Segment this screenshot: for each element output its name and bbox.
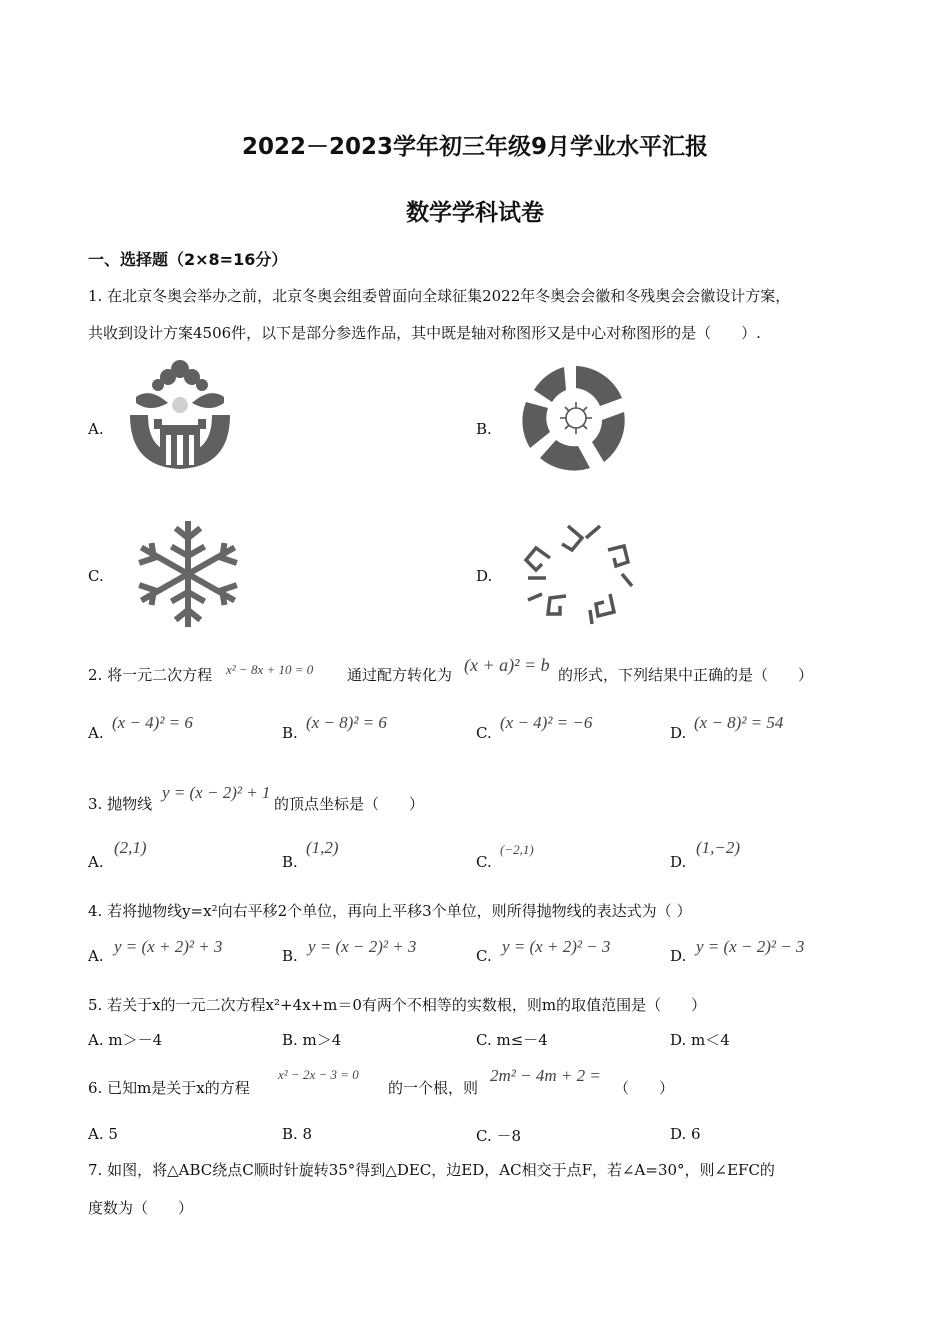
q4-option-d-label: D.: [670, 947, 687, 965]
q3-option-c-label: C.: [476, 853, 492, 871]
q4-option-b-label: B.: [282, 947, 298, 965]
q4-option-d: y = (x − 2)² − 3: [696, 937, 805, 956]
q4-option-a-label: A.: [88, 947, 104, 965]
q3-option-b-label: B.: [282, 853, 298, 871]
q2-target-form: (x + a)² = b: [464, 655, 550, 675]
q6-option-a: A. 5: [88, 1125, 118, 1143]
q4-option-b: y = (x − 2)² + 3: [308, 937, 417, 956]
q2-option-a: (x − 4)² = 6: [112, 713, 193, 732]
q3-option-a-label: A.: [88, 853, 104, 871]
q5-option-c: C. m≤－4: [476, 1031, 548, 1049]
q3-option-a: (2,1): [114, 838, 147, 857]
q2-option-c: (x − 4)² = −6: [500, 713, 593, 732]
q3-option-c: (−2,1): [500, 842, 534, 857]
q7-text-line2: 度数为（ ）: [88, 1199, 194, 1217]
q5-option-d: D. m＜4: [670, 1031, 730, 1049]
q6-option-d: D. 6: [670, 1125, 701, 1143]
q2-equation: x² − 8x + 10 = 0: [226, 662, 314, 677]
q1-option-b-label: B.: [476, 420, 492, 438]
q2-mid-text: 通过配方转化为: [347, 666, 453, 684]
emblem-c-icon: [132, 518, 244, 630]
q2-prefix: 2. 将一元二次方程: [88, 666, 213, 684]
q4-option-c: y = (x + 2)² − 3: [502, 937, 611, 956]
q5-option-b: B. m＞4: [282, 1031, 342, 1049]
q2-option-b-label: B.: [282, 724, 298, 742]
q7-text-line1: 7. 如图，将△ABC绕点C顺时针旋转35°得到△DEC，边ED，AC相交于点F，若∠A=30°，则∠EFC的: [88, 1161, 775, 1179]
q3-prefix: 3. 抛物线: [88, 795, 153, 813]
q4-text: 4. 若将抛物线y=x²向右平移2个单位，再向上平移3个单位，则所得抛物线的表达式为（ ）: [88, 902, 692, 920]
q3-option-d: (1,−2): [696, 838, 741, 857]
q2-option-d-label: D.: [670, 724, 687, 742]
q3-option-b: (1,2): [306, 838, 339, 857]
q3-equation: y = (x − 2)² + 1: [162, 783, 271, 802]
page-subtitle: 数学学科试卷: [406, 200, 544, 226]
q5-text: 5. 若关于x的一元二次方程x²+4x+m＝0有两个不相等的实数根，则m的取值范围是（ ）: [88, 996, 707, 1014]
q1-text-line2: 共收到设计方案4506件，以下是部分参选作品，其中既是轴对称图形又是中心对称图形的是（ ）.: [88, 324, 761, 342]
section-heading: 一、选择题（2×8=16分）: [88, 250, 288, 269]
q3-suffix: 的顶点坐标是（ ）: [274, 795, 425, 813]
emblem-b-icon: [520, 362, 632, 474]
q1-option-c-label: C.: [88, 567, 104, 585]
q1-option-a-label: A.: [88, 420, 104, 438]
q4-option-a: y = (x + 2)² + 3: [114, 937, 223, 956]
q2-option-b: (x − 8)² = 6: [306, 713, 387, 732]
q1-option-d-label: D.: [476, 567, 493, 585]
q6-prefix: 6. 已知m是关于x的方程: [88, 1079, 250, 1097]
q6-suffix: （ ）: [614, 1079, 675, 1097]
emblem-d-icon: [520, 520, 640, 630]
q4-option-c-label: C.: [476, 947, 492, 965]
q2-suffix: 的形式，下列结果中正确的是（ ）: [558, 666, 814, 684]
q2-option-a-label: A.: [88, 724, 104, 742]
q6-option-c: C. －8: [476, 1127, 522, 1145]
emblem-a-icon: [128, 355, 232, 471]
q2-option-d: (x − 8)² = 54: [694, 713, 784, 732]
page-title: 2022－2023学年初三年级9月学业水平汇报: [241, 134, 709, 160]
q3-option-d-label: D.: [670, 853, 687, 871]
q2-option-c-label: C.: [476, 724, 492, 742]
q1-text-line1: 1. 在北京冬奥会举办之前，北京冬奥会组委曾面向全球征集2022年冬奥会会徽和冬残奥会会徽设计方案，: [88, 287, 791, 305]
q5-option-a: A. m＞－4: [88, 1031, 163, 1049]
q6-equation: x² − 2x − 3 = 0: [278, 1067, 359, 1082]
q6-option-b: B. 8: [282, 1125, 313, 1143]
q6-expression: 2m² − 4m + 2 =: [490, 1066, 601, 1085]
q6-mid-text: 的一个根，则: [388, 1079, 479, 1097]
